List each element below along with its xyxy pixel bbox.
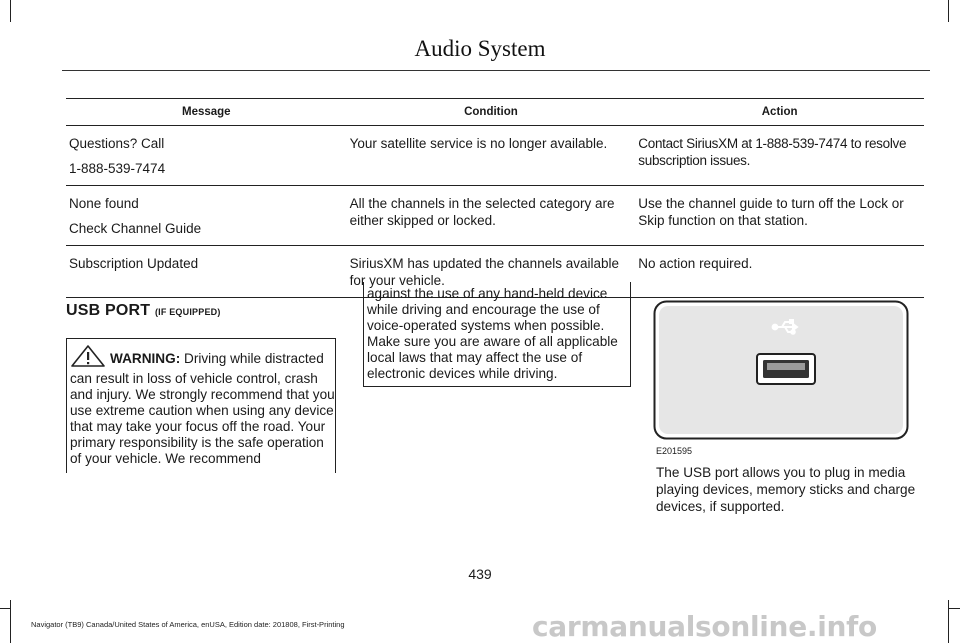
action-cell: Use the channel guide to turn off the Lock or Skip function on that station. (635, 186, 924, 246)
crop-mark-top-left (10, 0, 11, 22)
warning-continuation-text: against the use of any hand-held device while driving and encourage the use of voice-operated systems when possible. Make sure you are aware of all applicable local laws that may affect the use of electronic devices while driving. (367, 286, 618, 381)
message-line: Subscription Updated (69, 256, 199, 271)
header-rule (62, 70, 930, 71)
warning-continuation-box (363, 282, 631, 387)
warning-label: WARNING: (110, 351, 181, 366)
footer-edition-info: Navigator (TB9) Canada/United States of America, enUSA, Edition date: 201808, First-Printing (31, 620, 345, 629)
message-cell (66, 246, 347, 298)
usb-port-figure (653, 300, 909, 440)
crop-mark-bottom-right (948, 600, 949, 643)
warning-triangle-icon (70, 345, 106, 371)
message-table (66, 98, 924, 298)
warning-box (66, 338, 336, 473)
column-header-condition: Condition (347, 99, 636, 126)
figure-code: E201595 (656, 446, 693, 456)
watermark: carmanualsonline.info (532, 610, 877, 643)
condition-cell: SiriusXM has updated the channels available for your vehicle. (347, 246, 636, 298)
section-heading-text: USB PORT (66, 302, 151, 319)
section-heading-qualifier: (IF EQUIPPED) (154, 307, 221, 317)
table-header-row (66, 99, 924, 126)
crop-mark-bottom-left-h (0, 608, 10, 609)
message-line: 1-888-539-7474 (69, 161, 166, 176)
message-line: Questions? Call (69, 136, 165, 151)
section-heading (66, 302, 221, 320)
crop-mark-top-right (948, 0, 949, 22)
crop-mark-bottom-left (10, 600, 11, 643)
condition-cell: Your satellite service is no longer available. (347, 126, 636, 186)
message-line: None found (69, 196, 139, 211)
crop-mark-bottom-right-h (949, 608, 960, 609)
message-cell (66, 126, 347, 186)
table-row (66, 126, 924, 186)
column-header-message: Message (66, 99, 347, 126)
figure-caption: The USB port allows you to plug in media playing devices, memory sticks and charge devices, if supported. (656, 465, 916, 514)
column-header-action: Action (635, 99, 924, 126)
message-cell (66, 186, 347, 246)
page-number: 439 (468, 566, 492, 582)
condition-cell: All the channels in the selected category are either skipped or locked. (347, 186, 636, 246)
action-cell: No action required. (635, 246, 924, 298)
page-title: Audio System (414, 36, 546, 61)
usb-port-icon (757, 354, 815, 384)
action-cell: Contact SiriusXM at 1-888-539-7474 to resolve subscription issues. (635, 126, 924, 186)
warning-text: Driving while distracted can result in loss of vehicle control, crash and injury. We strongly recommend that you use extreme caution when using any device that may take your focus off the road. Your primary responsibility is the safe operation of your vehicle. We recommend (70, 351, 335, 466)
table-row (66, 186, 924, 246)
message-line: Check Channel Guide (69, 221, 202, 236)
warning-paragraph (67, 339, 335, 467)
